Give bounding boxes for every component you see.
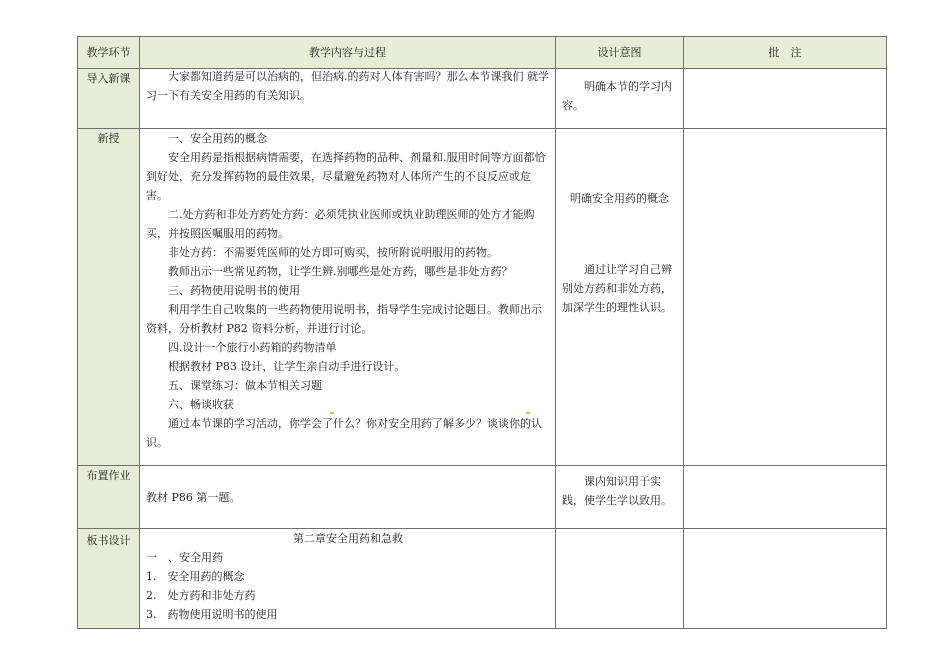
intro-intent: 明确本节的学习内容。 bbox=[562, 80, 672, 112]
intro-content-cell bbox=[140, 69, 556, 129]
new-line-12: 通过本节课的学习活动，你学会了什么？你对安全用药了解多少？谈谈你的认识。 bbox=[146, 417, 542, 449]
header-notes: 批 注 bbox=[684, 37, 887, 69]
board-item-1: 一 、安全用药 bbox=[146, 551, 223, 564]
new-line-6: 三、药物使用说明书的使用 bbox=[168, 284, 300, 297]
intro-stage: 导入新课 bbox=[78, 69, 140, 129]
board-notes bbox=[684, 529, 887, 629]
homework-stage: 布置作业 bbox=[78, 466, 140, 529]
new-line-11-wrap bbox=[146, 395, 550, 414]
board-row bbox=[78, 529, 887, 629]
new-line-5: 教师出示一些常见药物，让学生辨.别哪些是处方药，哪些是非处方药？ bbox=[168, 265, 513, 278]
new-intent-cell bbox=[556, 129, 684, 466]
board-item-3: 2. 处方药和非处方药 bbox=[146, 589, 256, 602]
new-lesson-row bbox=[78, 129, 887, 466]
new-content-cell bbox=[140, 129, 556, 466]
new-line-3: 二.处方药和非处方药处方药：必须凭执业医师或执业助理医师的处方才能购买，并按照医嘱服用的药物。 bbox=[146, 208, 535, 240]
new-line-2: 安全用药是指根据病情需要，在选择药物的品种、剂量和.服用时间等方面都恰到好处，充分发挥药物的最佳效果，尽量避免药物对人体所产生的不良反应或危害。 bbox=[146, 151, 546, 202]
lesson-plan-table bbox=[77, 36, 887, 629]
intro-row bbox=[78, 69, 887, 129]
new-line-11: 六、畅谈收获 bbox=[168, 398, 234, 411]
new-line-10: 五、课堂练习：做本节相关习题 bbox=[168, 379, 322, 392]
board-intent bbox=[556, 529, 684, 629]
homework-notes bbox=[684, 466, 887, 529]
new-line-1: 一、安全用药的概念 bbox=[168, 132, 267, 145]
board-item-2: 1. 安全用药的概念 bbox=[146, 570, 245, 583]
board-title: 第二章安全用药和急救 bbox=[293, 532, 403, 545]
intro-content: 大家都知道药是可以治病的，但治病.的药对人体有害吗？那么本节课我们 就学习一下有关安全用药的有关知识。 bbox=[146, 70, 549, 102]
intro-intent-cell bbox=[556, 69, 684, 129]
new-line-4: 非处方药：不需要凭医师的处方即可购买，按所附说明服用的药物。 bbox=[168, 246, 498, 259]
homework-content: 教材 P86 第一题。 bbox=[146, 490, 241, 504]
header-content: 教学内容与过程 bbox=[140, 37, 556, 69]
new-stage: 新授 bbox=[78, 129, 140, 466]
header-intent: 设计意图 bbox=[556, 37, 684, 69]
board-content-cell bbox=[140, 529, 556, 629]
board-item-4: 3. 药物使用说明书的使用 bbox=[146, 608, 278, 621]
new-line-7: 利用学生自己收集的一些药物使用说明书，指导学生完成讨论题目。教师出示资料，分析教材 P82 资料分析，并进行讨论。 bbox=[146, 303, 542, 335]
new-notes bbox=[684, 129, 887, 466]
new-line-9: 根据教材 P83 设计，让学生亲自动手进行设计。 bbox=[168, 360, 406, 373]
new-intent-2: 通过让学习自己辨别处方药和非处方药，加深学生的理性认识。 bbox=[562, 263, 672, 314]
intro-notes bbox=[684, 69, 887, 129]
new-intent-1: 明确安全用药的概念 bbox=[570, 192, 669, 205]
board-stage: 板书设计 bbox=[78, 529, 140, 629]
homework-intent-cell bbox=[556, 466, 684, 529]
new-line-8: 四.设计一个旅行小药箱的药物清单 bbox=[168, 341, 337, 354]
homework-content-cell bbox=[140, 466, 556, 529]
header-row bbox=[78, 37, 887, 69]
homework-intent: 课内知识用于实践，使学生学以致用。 bbox=[562, 475, 672, 507]
header-stage: 教学环节 bbox=[78, 37, 140, 69]
homework-row bbox=[78, 466, 887, 529]
